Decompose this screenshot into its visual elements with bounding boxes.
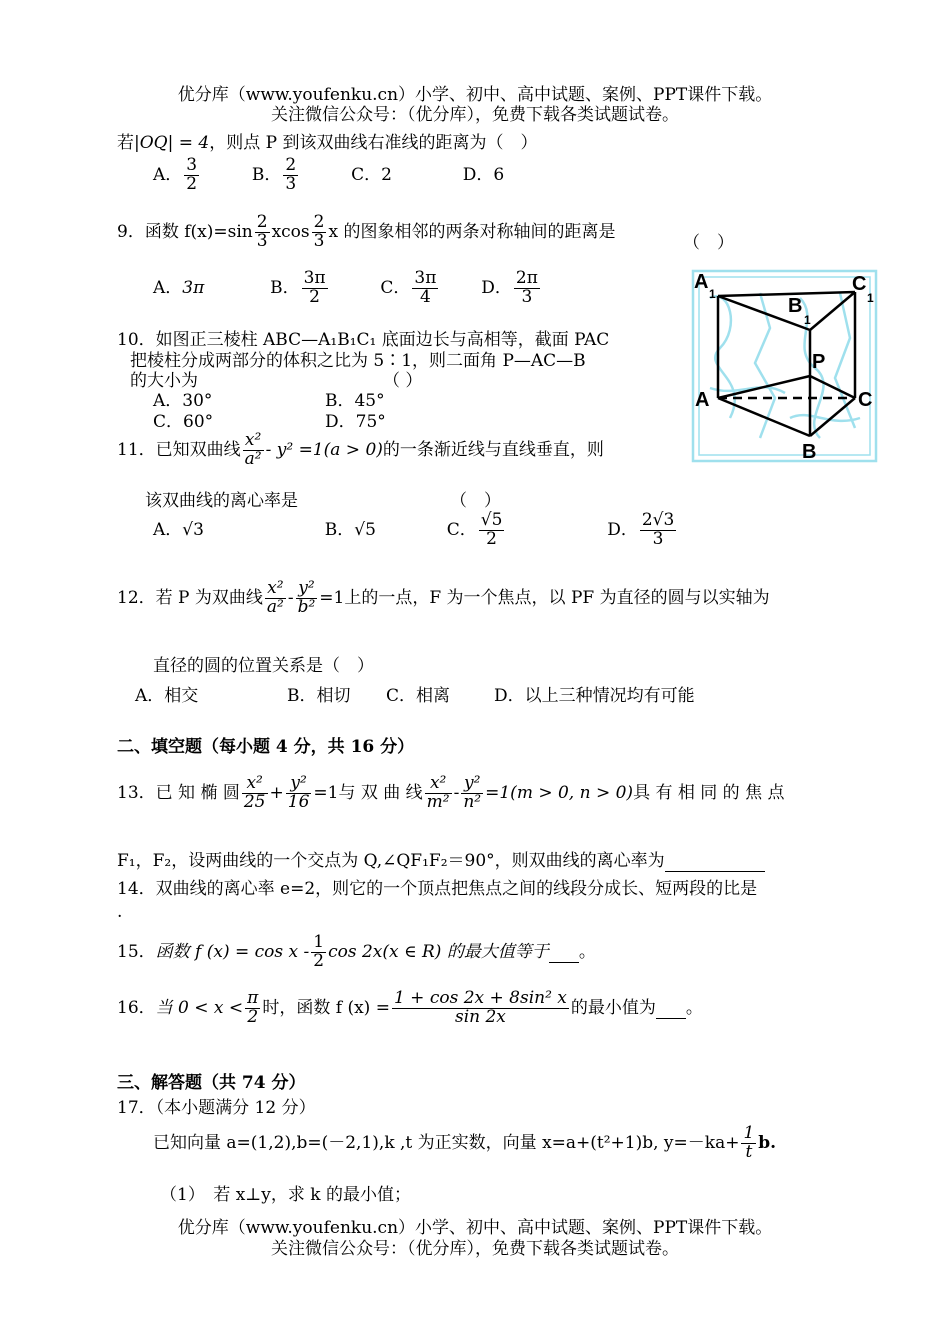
- q10-line-2: 把棱柱分成两部分的体积之比为 5∶1，则二面角 P—AC—B: [130, 351, 586, 371]
- q9-fraction-1: $\frac{2}{3}$: [256, 212, 268, 251]
- footer-line-2: 关注微信公众号：（优分库），免费下载各类试题试卷。: [271, 1239, 679, 1259]
- q13-answer-blank[interactable]: [665, 851, 765, 872]
- q12-option-b: B．相切: [287, 686, 351, 706]
- q12-option-a: A．相交: [135, 686, 199, 706]
- q16-answer-blank[interactable]: [656, 998, 686, 1019]
- q17-stem: 已知向量 a=(1,2),b=(－2,1),k ,t 为正实数，向量 x=a+(t²+1)b, y=－ka+ $\frac{1}{t}$ b.: [153, 1123, 777, 1162]
- q10-option-c: C．60°: [153, 412, 214, 432]
- q10-option-b: B．45°: [325, 391, 385, 411]
- q17-title: 17．（本小题满分 12 分）: [117, 1098, 316, 1118]
- label-c1: C: [852, 273, 867, 295]
- q13-fraction-4: $\frac{\text{y²}}{\text{n²}}$: [463, 773, 482, 812]
- q10-option-a: A．30°: [153, 391, 213, 411]
- q12-option-d: D．以上三种情况均有可能: [494, 686, 695, 706]
- section-2-title: 二、填空题（每小题 4 分，共 16 分）: [117, 737, 415, 757]
- q12-line-2: 直径的圆的位置关系是（ ）: [153, 656, 374, 676]
- label-c: C: [858, 389, 873, 411]
- watermark-stamp: [693, 271, 876, 461]
- label-c1-subscript: 1: [867, 291, 874, 305]
- q17-part-1: （1） 若 x⊥y，求 k 的最小值；: [160, 1185, 412, 1205]
- q11-answer-paren: （ ）: [450, 491, 501, 511]
- q8-options: A． $\frac{3}{2}$ B． $\frac{2}{3}$ C．2 D．6: [153, 155, 505, 194]
- label-p: P: [812, 351, 826, 373]
- q12-fraction-1: $\frac{\text{x²}}{\text{a²}}$: [266, 578, 284, 617]
- prism-figure: [690, 268, 880, 468]
- q11-fraction: $\frac{\text{x²}}{\text{a²}}$: [244, 430, 262, 469]
- q8-stem: 若|OQ| = 4，则点 P 到该双曲线右准线的距离为（ ）: [117, 133, 538, 153]
- q11-option-d-fraction: $\frac{2√3}{3}$: [641, 510, 675, 549]
- q13-fraction-1: $\frac{\text{x²}}{25}$: [243, 773, 266, 812]
- q16-stem: 16．当 0 < x < $\frac{\pi}{2}$ 时，函数 f (x) = $\frac{\text{1 + cos 2x + 8sin² x}}{\sin 2x}$ 的最小值为 。: [117, 988, 703, 1027]
- footer-line-1: 优分库（www.youfenku.cn）小学、初中、高中试题、案例、PPT课件下载。: [177, 1218, 773, 1238]
- label-b1-subscript: 1: [804, 313, 811, 327]
- q11-option-c-fraction: $\frac{√5}{2}$: [480, 510, 503, 549]
- q12-stem: 12．若 P 为双曲线 $\frac{\text{x²}}{\text{a²}}$ - $\frac{\text{y²}}{\text{b²}}$ =1上的一点，F 为一个焦点，以 PF 为直径的圆与以实轴为: [117, 578, 770, 617]
- header-line-2: 关注微信公众号：（优分库），免费下载各类试题试卷。: [271, 105, 679, 125]
- prism-edges: [718, 292, 855, 436]
- section-3-title: 三、解答题（共 74 分）: [117, 1073, 306, 1093]
- label-b1: B: [788, 295, 803, 317]
- q16-fraction-2: $\frac{\text{1 + cos 2x + 8sin² x}}{\sin 2x}$: [393, 988, 567, 1027]
- q10-option-d: D．75°: [325, 412, 386, 432]
- q11-line-2: 该双曲线的离心率是: [145, 491, 298, 511]
- q9-option-c-fraction: $\frac{3\pi}{4}$: [414, 268, 437, 307]
- q11-stem: 11．已知双曲线 $\frac{\text{x²}}{\text{a²}}$ - y² =1(a > 0)的一条渐近线与直线垂直，则: [117, 430, 604, 469]
- q12-option-c: C．相离: [386, 686, 451, 706]
- q9-stem: 9．函数 f(x)=sin $\frac{2}{3}$ xcos $\frac{2}{3}$ x 的图象相邻的两条对称轴间的距离是: [117, 212, 616, 251]
- q10-line-3: 的大小为: [130, 371, 198, 391]
- q17-fraction: $\frac{1}{t}$: [743, 1123, 755, 1162]
- q9-fraction-2: $\frac{2}{3}$: [313, 212, 325, 251]
- prism-diagram: [690, 268, 880, 468]
- header-line-1: 优分库（www.youfenku.cn）小学、初中、高中试题、案例、PPT课件下载。: [177, 85, 773, 105]
- q15-answer-blank[interactable]: [549, 942, 579, 963]
- q13-stem: 13．已 知 椭 圆 $\frac{\text{x²}}{25}$ + $\frac{\text{y²}}{16}$ =1与 双 曲 线 $\frac{\text{x²}}{\text{m²}}$ - $\frac{\text{y²}}{\text{n²}}$ =1(m > 0, n > 0)具 有 相 同 的 焦 点: [117, 773, 785, 812]
- q13-line-2: F₁，F₂，设两曲线的一个交点为 Q,∠QF₁F₂＝90°，则双曲线的离心率为: [117, 846, 765, 872]
- q9-option-b-fraction: $\frac{3\pi}{2}$: [303, 268, 326, 307]
- q15-fraction: $\frac{1}{2}$: [313, 932, 325, 971]
- q9-answer-paren: （ ）: [683, 233, 734, 253]
- q8-option-a-fraction: $\frac{3}{2}$: [186, 155, 198, 194]
- q13-fraction-3: $\frac{\text{x²}}{\text{m²}}$: [426, 773, 450, 812]
- q9-options: A．3π B． $\frac{3\pi}{2}$ C． $\frac{3\pi}{4}$ D． $\frac{2\pi}{3}$: [153, 268, 538, 307]
- q14-line-2: .: [117, 902, 123, 922]
- q12-fraction-2: $\frac{\text{y²}}{\text{b²}}$: [297, 578, 316, 617]
- label-a1-subscript: 1: [709, 287, 716, 301]
- label-a1: A: [694, 271, 709, 293]
- q10-answer-paren: （ ）: [383, 371, 423, 391]
- q10-line-1: 10．如图正三棱柱 ABC—A₁B₁C₁ 底面边长与高相等，截面 PAC: [117, 330, 610, 350]
- label-b: B: [802, 441, 817, 463]
- q14-line-1: 14．双曲线的离心率 e=2，则它的一个顶点把焦点之间的线段分成长、短两段的比是: [117, 879, 758, 899]
- q11-options: A．√3 B．√5 C． $\frac{√5}{2}$ D． $\frac{2√3}{3}$: [153, 510, 675, 549]
- label-a: A: [695, 389, 710, 411]
- q9-option-d-fraction: $\frac{2\pi}{3}$: [515, 268, 538, 307]
- q16-fraction-1: $\frac{\pi}{2}$: [247, 988, 259, 1027]
- q13-fraction-2: $\frac{\text{y²}}{16}$: [287, 773, 310, 812]
- q15-stem: 15．函数 f (x) = cos x - $\frac{1}{2}$ cos 2x(x ∈ R) 的最大值等于 。: [117, 932, 596, 971]
- q8-option-b-fraction: $\frac{2}{3}$: [285, 155, 297, 194]
